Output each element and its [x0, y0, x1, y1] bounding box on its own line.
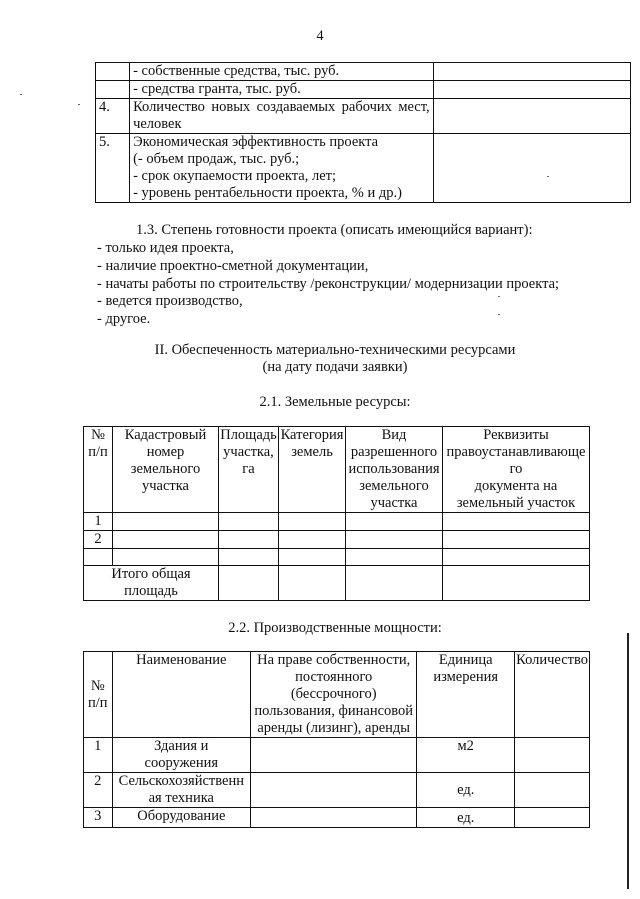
- item-name: Оборудование: [112, 808, 251, 828]
- indicator-value: [433, 63, 630, 81]
- scan-speck: [547, 176, 549, 177]
- column-header: Площадь участка, га: [219, 427, 279, 513]
- indicator-value: [433, 134, 630, 203]
- table-row: 3 Оборудование ед.: [84, 808, 590, 828]
- section-2-subtitle: (на дату подачи заявки): [262, 359, 408, 375]
- indicator-value: [433, 81, 630, 99]
- list-item: - другое.: [97, 311, 151, 328]
- page-number: 4: [316, 28, 324, 44]
- column-header: Кадастровый номер земельного участка: [113, 427, 219, 513]
- production-capacity-table: [83, 651, 590, 828]
- item-name: Сельскохозяйственн ая техника: [112, 773, 251, 808]
- column-header: На праве собственности, постоянного (бессрочного) пользования, финансовой аренды (лизинг), аренды: [251, 652, 417, 738]
- table-row: [84, 549, 590, 566]
- table-header-row: [84, 427, 590, 513]
- land-heading: 2.1. Земельные ресурсы:: [259, 394, 411, 410]
- row-number: 5.: [96, 134, 130, 203]
- indicator-text: - собственные средства, тыс. руб.: [130, 63, 434, 81]
- table-row: [96, 99, 631, 134]
- readiness-heading: 1.3. Степень готовности проекта (описать имеющийся вариант):: [136, 222, 533, 238]
- total-row: [84, 566, 590, 601]
- column-header: Категория земель: [279, 427, 346, 513]
- table-row: 2 Сельскохозяйственн ая техника ед.: [84, 773, 590, 808]
- production-heading: 2.2. Производственные мощности:: [228, 620, 442, 636]
- column-header: Наименование: [112, 652, 251, 738]
- column-header: Реквизиты правоустанавливающе го документа на земельный участок: [443, 427, 590, 513]
- column-header: Единица измерения: [417, 652, 515, 738]
- row-number: [96, 63, 130, 81]
- indicator-text: Количество новых создаваемых рабочих мест, человек: [130, 99, 434, 134]
- table-row: [96, 63, 631, 81]
- column-header: Количество: [515, 652, 590, 738]
- list-item: - только идея проекта,: [97, 240, 234, 256]
- readiness-options: [97, 240, 559, 329]
- unit: ед.: [417, 773, 515, 808]
- scan-speck: [498, 296, 500, 297]
- table-row: [96, 81, 631, 99]
- row-number: [96, 81, 130, 99]
- table-header-row: [84, 652, 590, 738]
- scan-edge-line: [627, 633, 629, 889]
- scan-speck: [78, 104, 80, 105]
- column-header: № п/п: [84, 427, 113, 513]
- table-row: [96, 134, 631, 203]
- column-header: № п/п: [84, 652, 113, 738]
- table-row: 2: [84, 531, 590, 549]
- project-indicators-table: [95, 62, 631, 203]
- section-2-title: II. Обеспеченность материально-техническими ресурсами: [154, 342, 516, 358]
- row-number: 4.: [96, 99, 130, 134]
- table-row: 1 Здания и сооружения м2: [84, 738, 590, 773]
- scan-speck: [498, 314, 500, 315]
- table-row: 1: [84, 513, 590, 531]
- list-item: - начаты работы по строительству /реконструкции/ модернизации проекта;: [97, 275, 560, 292]
- unit: м2: [417, 738, 515, 773]
- unit: ед.: [417, 808, 515, 828]
- indicator-value: [433, 99, 630, 134]
- indicator-text: Экономическая эффективность проекта (- объем продаж, тыс. руб.; - срок окупаемости проекта, лет; - уровень рентабельности проекта, % и др.): [130, 134, 434, 203]
- land-resources-table: [83, 426, 590, 601]
- indicator-text: - средства гранта, тыс. руб.: [130, 81, 434, 99]
- list-item: - ведется производство,: [97, 293, 243, 310]
- item-name: Здания и сооружения: [112, 738, 251, 773]
- scan-speck: [20, 94, 22, 95]
- list-item: - наличие проектно-сметной документации,: [97, 257, 369, 274]
- column-header: Вид разрешенного использования земельного участка: [346, 427, 443, 513]
- total-label: Итого общая площадь: [84, 566, 219, 601]
